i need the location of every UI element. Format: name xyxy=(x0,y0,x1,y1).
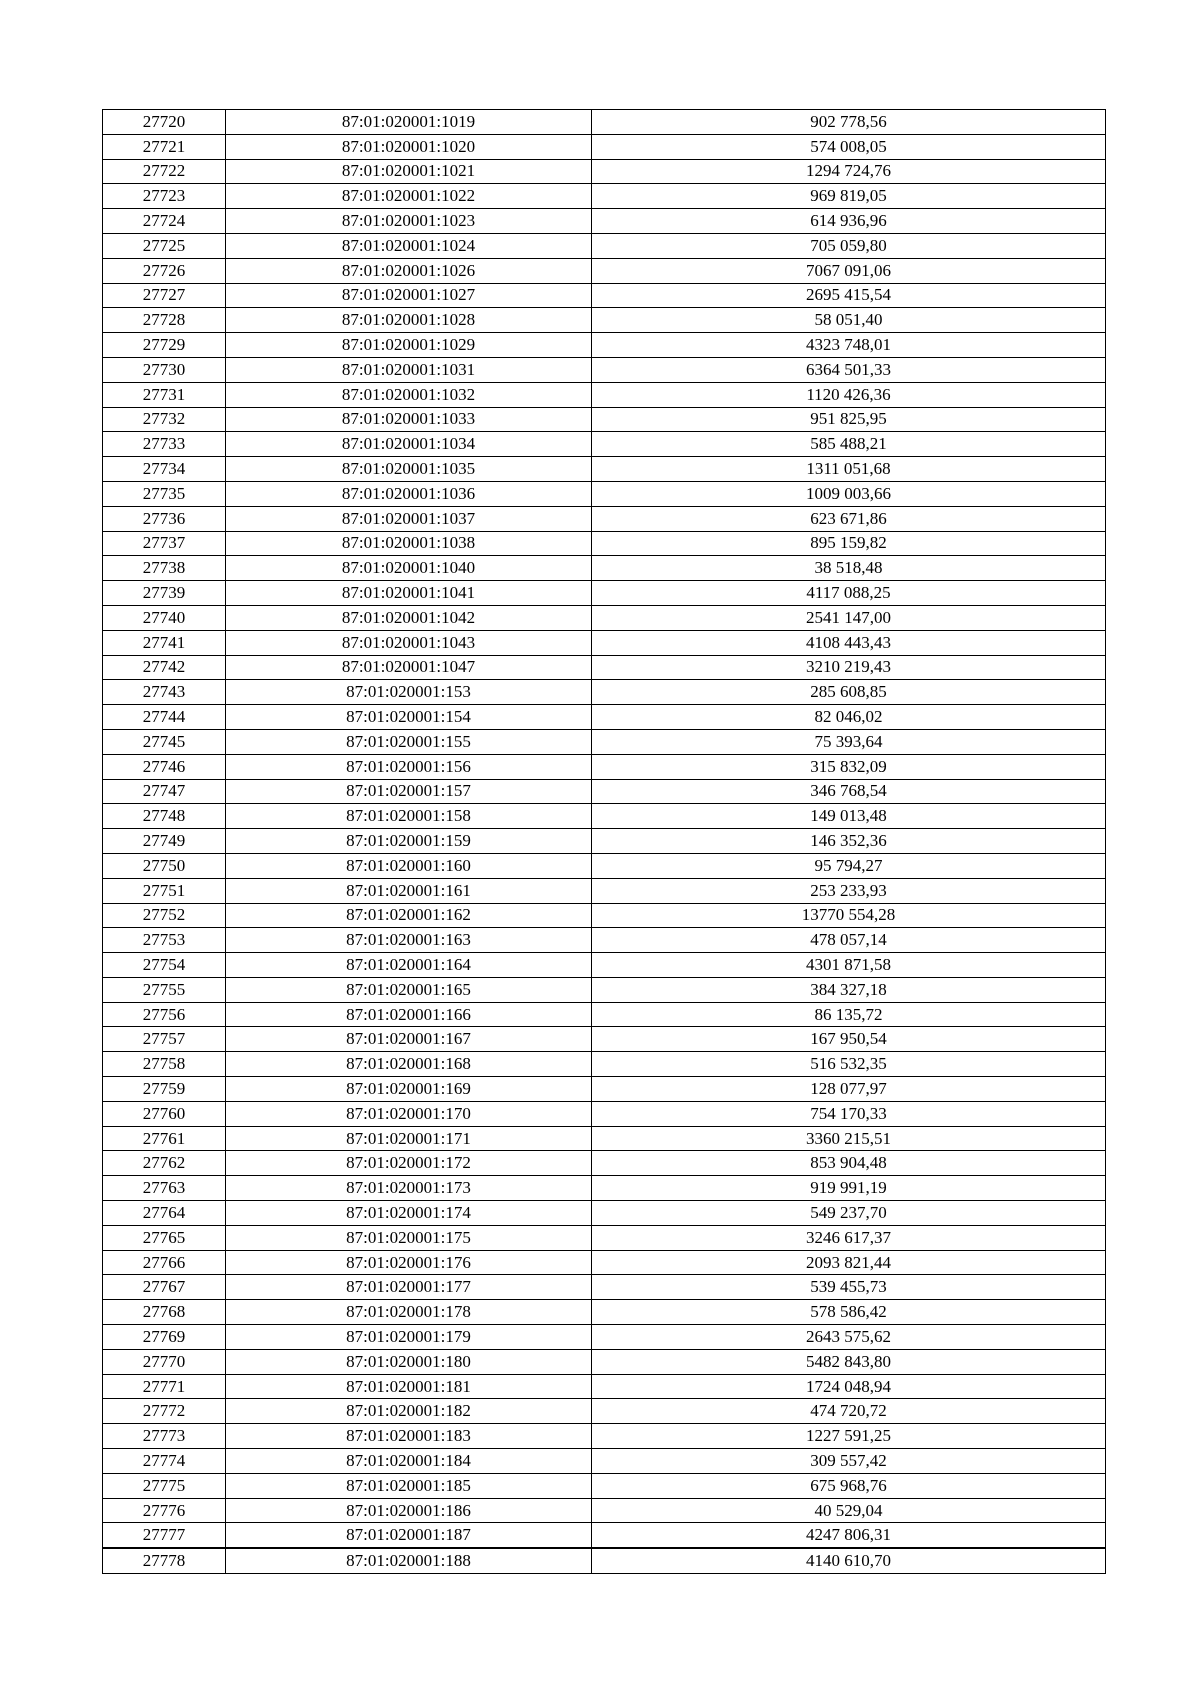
row-number-cell: 27762 xyxy=(103,1151,226,1176)
cadastral-number-cell: 87:01:020001:1036 xyxy=(226,481,592,506)
table-row xyxy=(103,1325,1106,1350)
value-cell: 478 057,14 xyxy=(592,928,1106,953)
table-row xyxy=(103,110,1106,135)
table-row xyxy=(103,283,1106,308)
table-row xyxy=(103,680,1106,705)
cadastral-number-cell: 87:01:020001:164 xyxy=(226,953,592,978)
value-cell: 895 159,82 xyxy=(592,531,1106,556)
cadastral-number-cell: 87:01:020001:1042 xyxy=(226,605,592,630)
value-cell: 2695 415,54 xyxy=(592,283,1106,308)
table-row xyxy=(103,655,1106,680)
row-number-cell: 27764 xyxy=(103,1201,226,1226)
value-cell: 95 794,27 xyxy=(592,853,1106,878)
row-number-cell: 27772 xyxy=(103,1399,226,1424)
cadastral-number-cell: 87:01:020001:1040 xyxy=(226,556,592,581)
cadastral-number-cell: 87:01:020001:1032 xyxy=(226,382,592,407)
row-number-cell: 27731 xyxy=(103,382,226,407)
row-number-cell: 27753 xyxy=(103,928,226,953)
row-number-cell: 27742 xyxy=(103,655,226,680)
cadastral-number-cell: 87:01:020001:163 xyxy=(226,928,592,953)
table-row xyxy=(103,1473,1106,1498)
value-cell: 4301 871,58 xyxy=(592,953,1106,978)
table-row xyxy=(103,1275,1106,1300)
row-number-cell: 27769 xyxy=(103,1325,226,1350)
value-cell: 7067 091,06 xyxy=(592,258,1106,283)
cadastral-number-cell: 87:01:020001:176 xyxy=(226,1250,592,1275)
table-row xyxy=(103,333,1106,358)
table-row xyxy=(103,382,1106,407)
cadastral-number-cell: 87:01:020001:180 xyxy=(226,1349,592,1374)
value-cell: 585 488,21 xyxy=(592,432,1106,457)
cadastral-number-cell: 87:01:020001:185 xyxy=(226,1473,592,1498)
value-cell: 574 008,05 xyxy=(592,134,1106,159)
row-number-cell: 27735 xyxy=(103,481,226,506)
row-number-cell: 27734 xyxy=(103,457,226,482)
table-row xyxy=(103,209,1106,234)
cadastral-number-cell: 87:01:020001:1020 xyxy=(226,134,592,159)
table-row xyxy=(103,506,1106,531)
table-row xyxy=(103,531,1106,556)
value-cell: 4117 088,25 xyxy=(592,581,1106,606)
cadastral-number-cell: 87:01:020001:177 xyxy=(226,1275,592,1300)
value-cell: 346 768,54 xyxy=(592,779,1106,804)
cadastral-number-cell: 87:01:020001:181 xyxy=(226,1374,592,1399)
table-body xyxy=(103,110,1106,1574)
table-row xyxy=(103,1101,1106,1126)
value-cell: 4323 748,01 xyxy=(592,333,1106,358)
table-row xyxy=(103,1399,1106,1424)
cadastral-number-cell: 87:01:020001:1024 xyxy=(226,233,592,258)
row-number-cell: 27741 xyxy=(103,630,226,655)
value-cell: 128 077,97 xyxy=(592,1077,1106,1102)
row-number-cell: 27758 xyxy=(103,1052,226,1077)
cadastral-number-cell: 87:01:020001:179 xyxy=(226,1325,592,1350)
value-cell: 3360 215,51 xyxy=(592,1126,1106,1151)
value-cell: 1294 724,76 xyxy=(592,159,1106,184)
row-number-cell: 27751 xyxy=(103,878,226,903)
cadastral-number-cell: 87:01:020001:167 xyxy=(226,1027,592,1052)
row-number-cell: 27738 xyxy=(103,556,226,581)
cadastral-number-cell: 87:01:020001:1022 xyxy=(226,184,592,209)
row-number-cell: 27765 xyxy=(103,1225,226,1250)
value-cell: 3210 219,43 xyxy=(592,655,1106,680)
table-row xyxy=(103,928,1106,953)
cadastral-number-cell: 87:01:020001:1041 xyxy=(226,581,592,606)
value-cell: 1120 426,36 xyxy=(592,382,1106,407)
cadastral-number-cell: 87:01:020001:1047 xyxy=(226,655,592,680)
table-row xyxy=(103,258,1106,283)
table-row xyxy=(103,357,1106,382)
value-cell: 951 825,95 xyxy=(592,407,1106,432)
row-number-cell: 27754 xyxy=(103,953,226,978)
cadastral-number-cell: 87:01:020001:1027 xyxy=(226,283,592,308)
cadastral-number-cell: 87:01:020001:173 xyxy=(226,1176,592,1201)
cadastral-number-cell: 87:01:020001:188 xyxy=(226,1548,592,1573)
row-number-cell: 27759 xyxy=(103,1077,226,1102)
table-row xyxy=(103,630,1106,655)
row-number-cell: 27728 xyxy=(103,308,226,333)
table-row xyxy=(103,1176,1106,1201)
table-row xyxy=(103,1548,1106,1573)
table-row xyxy=(103,1449,1106,1474)
value-cell: 539 455,73 xyxy=(592,1275,1106,1300)
row-number-cell: 27755 xyxy=(103,977,226,1002)
table-row xyxy=(103,1250,1106,1275)
value-cell: 309 557,42 xyxy=(592,1449,1106,1474)
row-number-cell: 27770 xyxy=(103,1349,226,1374)
cadastral-number-cell: 87:01:020001:159 xyxy=(226,829,592,854)
table-row xyxy=(103,829,1106,854)
value-cell: 315 832,09 xyxy=(592,754,1106,779)
row-number-cell: 27740 xyxy=(103,605,226,630)
table-row xyxy=(103,481,1106,506)
cadastral-number-cell: 87:01:020001:1043 xyxy=(226,630,592,655)
value-cell: 675 968,76 xyxy=(592,1473,1106,1498)
table-row xyxy=(103,878,1106,903)
cadastral-number-cell: 87:01:020001:1023 xyxy=(226,209,592,234)
value-cell: 1311 051,68 xyxy=(592,457,1106,482)
value-cell: 3246 617,37 xyxy=(592,1225,1106,1250)
table-row xyxy=(103,134,1106,159)
table-row xyxy=(103,853,1106,878)
row-number-cell: 27757 xyxy=(103,1027,226,1052)
cadastral-number-cell: 87:01:020001:154 xyxy=(226,705,592,730)
cadastral-number-cell: 87:01:020001:169 xyxy=(226,1077,592,1102)
cadastral-number-cell: 87:01:020001:184 xyxy=(226,1449,592,1474)
value-cell: 86 135,72 xyxy=(592,1002,1106,1027)
value-cell: 4108 443,43 xyxy=(592,630,1106,655)
row-number-cell: 27747 xyxy=(103,779,226,804)
row-number-cell: 27746 xyxy=(103,754,226,779)
value-cell: 902 778,56 xyxy=(592,110,1106,135)
cadastral-number-cell: 87:01:020001:182 xyxy=(226,1399,592,1424)
table-row xyxy=(103,1300,1106,1325)
table-row xyxy=(103,779,1106,804)
table-row xyxy=(103,1151,1106,1176)
row-number-cell: 27756 xyxy=(103,1002,226,1027)
cadastral-number-cell: 87:01:020001:171 xyxy=(226,1126,592,1151)
table-row xyxy=(103,754,1106,779)
row-number-cell: 27777 xyxy=(103,1523,226,1548)
value-cell: 853 904,48 xyxy=(592,1151,1106,1176)
table-row xyxy=(103,1225,1106,1250)
row-number-cell: 27733 xyxy=(103,432,226,457)
cadastral-number-cell: 87:01:020001:1028 xyxy=(226,308,592,333)
value-cell: 474 720,72 xyxy=(592,1399,1106,1424)
value-cell: 614 936,96 xyxy=(592,209,1106,234)
cadastral-number-cell: 87:01:020001:155 xyxy=(226,729,592,754)
table-row xyxy=(103,1374,1106,1399)
value-cell: 549 237,70 xyxy=(592,1201,1106,1226)
cadastral-number-cell: 87:01:020001:170 xyxy=(226,1101,592,1126)
table-row xyxy=(103,977,1106,1002)
row-number-cell: 27763 xyxy=(103,1176,226,1201)
cadastral-number-cell: 87:01:020001:1031 xyxy=(226,357,592,382)
value-cell: 4247 806,31 xyxy=(592,1523,1106,1548)
value-cell: 1009 003,66 xyxy=(592,481,1106,506)
table-row xyxy=(103,1424,1106,1449)
row-number-cell: 27736 xyxy=(103,506,226,531)
value-cell: 5482 843,80 xyxy=(592,1349,1106,1374)
table-row xyxy=(103,1002,1106,1027)
row-number-cell: 27778 xyxy=(103,1548,226,1573)
cadastral-number-cell: 87:01:020001:156 xyxy=(226,754,592,779)
value-cell: 40 529,04 xyxy=(592,1498,1106,1523)
cadastral-number-cell: 87:01:020001:160 xyxy=(226,853,592,878)
table-row xyxy=(103,953,1106,978)
row-number-cell: 27739 xyxy=(103,581,226,606)
row-number-cell: 27727 xyxy=(103,283,226,308)
row-number-cell: 27726 xyxy=(103,258,226,283)
value-cell: 253 233,93 xyxy=(592,878,1106,903)
value-cell: 2643 575,62 xyxy=(592,1325,1106,1350)
value-cell: 38 518,48 xyxy=(592,556,1106,581)
row-number-cell: 27776 xyxy=(103,1498,226,1523)
value-cell: 167 950,54 xyxy=(592,1027,1106,1052)
cadastral-number-cell: 87:01:020001:1034 xyxy=(226,432,592,457)
cadastral-number-cell: 87:01:020001:187 xyxy=(226,1523,592,1548)
cadastral-number-cell: 87:01:020001:178 xyxy=(226,1300,592,1325)
cadastral-number-cell: 87:01:020001:172 xyxy=(226,1151,592,1176)
row-number-cell: 27767 xyxy=(103,1275,226,1300)
row-number-cell: 27745 xyxy=(103,729,226,754)
row-number-cell: 27771 xyxy=(103,1374,226,1399)
table-row xyxy=(103,1201,1106,1226)
value-cell: 149 013,48 xyxy=(592,804,1106,829)
value-cell: 705 059,80 xyxy=(592,233,1106,258)
value-cell: 285 608,85 xyxy=(592,680,1106,705)
table-row xyxy=(103,233,1106,258)
cadastral-number-cell: 87:01:020001:166 xyxy=(226,1002,592,1027)
row-number-cell: 27773 xyxy=(103,1424,226,1449)
value-cell: 623 671,86 xyxy=(592,506,1106,531)
cadastral-number-cell: 87:01:020001:158 xyxy=(226,804,592,829)
table-row xyxy=(103,432,1106,457)
value-cell: 6364 501,33 xyxy=(592,357,1106,382)
table-row xyxy=(103,729,1106,754)
row-number-cell: 27774 xyxy=(103,1449,226,1474)
table-row xyxy=(103,605,1106,630)
table-row xyxy=(103,705,1106,730)
value-cell: 13770 554,28 xyxy=(592,903,1106,928)
cadastral-number-cell: 87:01:020001:1029 xyxy=(226,333,592,358)
table-row xyxy=(103,1027,1106,1052)
cadastral-number-cell: 87:01:020001:175 xyxy=(226,1225,592,1250)
cadastral-number-cell: 87:01:020001:1035 xyxy=(226,457,592,482)
cadastral-number-cell: 87:01:020001:1021 xyxy=(226,159,592,184)
cadastral-number-cell: 87:01:020001:168 xyxy=(226,1052,592,1077)
row-number-cell: 27749 xyxy=(103,829,226,854)
value-cell: 969 819,05 xyxy=(592,184,1106,209)
cadastral-number-cell: 87:01:020001:1038 xyxy=(226,531,592,556)
table-row xyxy=(103,1523,1106,1548)
table-row xyxy=(103,407,1106,432)
row-number-cell: 27752 xyxy=(103,903,226,928)
table-row xyxy=(103,804,1106,829)
value-cell: 2541 147,00 xyxy=(592,605,1106,630)
cadastral-value-table xyxy=(102,109,1106,1574)
table-row xyxy=(103,1052,1106,1077)
value-cell: 754 170,33 xyxy=(592,1101,1106,1126)
table-row xyxy=(103,556,1106,581)
cadastral-number-cell: 87:01:020001:162 xyxy=(226,903,592,928)
cadastral-number-cell: 87:01:020001:174 xyxy=(226,1201,592,1226)
value-cell: 384 327,18 xyxy=(592,977,1106,1002)
cadastral-number-cell: 87:01:020001:186 xyxy=(226,1498,592,1523)
table-row xyxy=(103,159,1106,184)
row-number-cell: 27721 xyxy=(103,134,226,159)
value-cell: 58 051,40 xyxy=(592,308,1106,333)
row-number-cell: 27722 xyxy=(103,159,226,184)
value-cell: 82 046,02 xyxy=(592,705,1106,730)
table-row xyxy=(103,1498,1106,1523)
cadastral-number-cell: 87:01:020001:1026 xyxy=(226,258,592,283)
value-cell: 1227 591,25 xyxy=(592,1424,1106,1449)
cadastral-number-cell: 87:01:020001:153 xyxy=(226,680,592,705)
row-number-cell: 27768 xyxy=(103,1300,226,1325)
row-number-cell: 27775 xyxy=(103,1473,226,1498)
value-cell: 919 991,19 xyxy=(592,1176,1106,1201)
table-row xyxy=(103,1349,1106,1374)
row-number-cell: 27732 xyxy=(103,407,226,432)
table-row xyxy=(103,581,1106,606)
value-cell: 75 393,64 xyxy=(592,729,1106,754)
row-number-cell: 27730 xyxy=(103,357,226,382)
cadastral-number-cell: 87:01:020001:1037 xyxy=(226,506,592,531)
cadastral-number-cell: 87:01:020001:1033 xyxy=(226,407,592,432)
cadastral-number-cell: 87:01:020001:161 xyxy=(226,878,592,903)
cadastral-number-cell: 87:01:020001:165 xyxy=(226,977,592,1002)
row-number-cell: 27729 xyxy=(103,333,226,358)
row-number-cell: 27744 xyxy=(103,705,226,730)
value-cell: 578 586,42 xyxy=(592,1300,1106,1325)
row-number-cell: 27723 xyxy=(103,184,226,209)
value-cell: 146 352,36 xyxy=(592,829,1106,854)
value-cell: 1724 048,94 xyxy=(592,1374,1106,1399)
row-number-cell: 27766 xyxy=(103,1250,226,1275)
row-number-cell: 27750 xyxy=(103,853,226,878)
cadastral-number-cell: 87:01:020001:183 xyxy=(226,1424,592,1449)
table-row xyxy=(103,1077,1106,1102)
table-row xyxy=(103,903,1106,928)
row-number-cell: 27725 xyxy=(103,233,226,258)
value-cell: 516 532,35 xyxy=(592,1052,1106,1077)
row-number-cell: 27737 xyxy=(103,531,226,556)
row-number-cell: 27720 xyxy=(103,110,226,135)
row-number-cell: 27761 xyxy=(103,1126,226,1151)
table-row xyxy=(103,1126,1106,1151)
value-cell: 4140 610,70 xyxy=(592,1548,1106,1573)
cadastral-number-cell: 87:01:020001:1019 xyxy=(226,110,592,135)
table-row xyxy=(103,184,1106,209)
value-cell: 2093 821,44 xyxy=(592,1250,1106,1275)
row-number-cell: 27748 xyxy=(103,804,226,829)
row-number-cell: 27724 xyxy=(103,209,226,234)
row-number-cell: 27743 xyxy=(103,680,226,705)
cadastral-number-cell: 87:01:020001:157 xyxy=(226,779,592,804)
table-row xyxy=(103,457,1106,482)
table-row xyxy=(103,308,1106,333)
row-number-cell: 27760 xyxy=(103,1101,226,1126)
